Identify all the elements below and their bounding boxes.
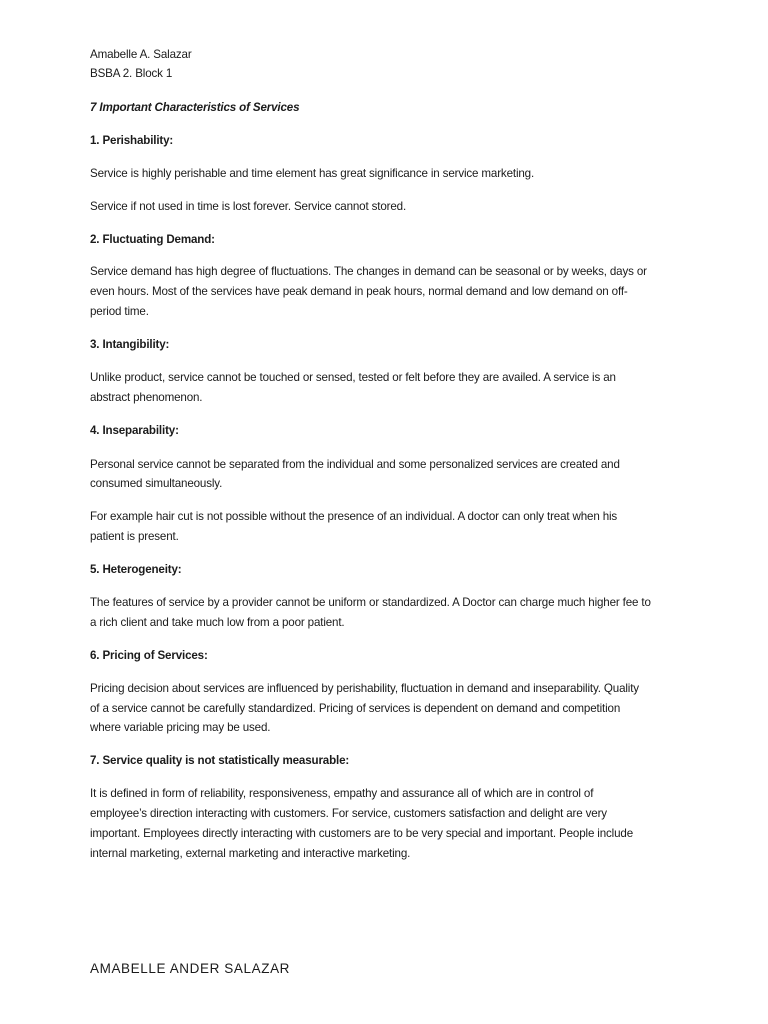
paragraph-line: Service if not used in time is lost forever. Service cannot stored. [90,200,407,213]
paragraph-line: It is defined in form of reliability, responsiveness, empathy and assurance all of which are in control of [90,787,594,800]
paragraph-line: employee’s direction interacting with customers. For service, customers satisfaction and delight are very [90,807,607,820]
paragraph-line: abstract phenomenon. [90,391,203,404]
course-block: BSBA 2. Block 1 [90,67,173,80]
paragraph-line: Service demand has high degree of fluctuations. The changes in demand can be seasonal or by weeks, days or [90,265,647,278]
paragraph-line: even hours. Most of the services have peak demand in peak hours, normal demand and low demand on off- [90,285,628,298]
section-heading: 3. Intangibility: [90,338,170,351]
paragraph-line: important. Employees directly interacting with customers are to be very special and important. People include [90,827,633,840]
paragraph-line: of a service cannot be carefully standardized. Pricing of services is dependent on demand and competition [90,702,621,715]
author-name: Amabelle A. Salazar [90,48,192,61]
paragraph-line: where variable pricing may be used. [90,721,271,734]
section-heading: 6. Pricing of Services: [90,649,208,662]
paragraph-line: Personal service cannot be separated from the individual and some personalized services are created and [90,458,620,471]
paragraph-line: For example hair cut is not possible without the presence of an individual. A doctor can only treat when his [90,510,618,523]
paragraph-line: a rich client and take much low from a poor patient. [90,616,345,629]
page-footer: AMABELLE ANDER SALAZAR [90,961,291,976]
paragraph-line: period time. [90,305,149,318]
section-heading: 1. Perishability: [90,134,174,147]
paragraph-line: Pricing decision about services are influenced by perishability, fluctuation in demand and inseparability. Quality [90,682,639,695]
paragraph-line: The features of service by a provider cannot be uniform or standardized. A Doctor can charge much higher fee to [90,596,651,609]
section-heading: 5. Heterogeneity: [90,563,182,576]
paragraph-line: consumed simultaneously. [90,477,223,490]
section-heading: 4. Inseparability: [90,424,179,437]
paragraph-line: patient is present. [90,530,179,543]
paragraph-line: Service is highly perishable and time element has great significance in service marketing. [90,167,535,180]
document-title: 7 Important Characteristics of Services [90,101,300,114]
paragraph-line: internal marketing, external marketing and interactive marketing. [90,847,411,860]
paragraph-line: Unlike product, service cannot be touched or sensed, tested or felt before they are availed. A service is an [90,371,616,384]
section-heading: 2. Fluctuating Demand: [90,233,215,246]
section-heading: 7. Service quality is not statistically measurable: [90,754,350,767]
